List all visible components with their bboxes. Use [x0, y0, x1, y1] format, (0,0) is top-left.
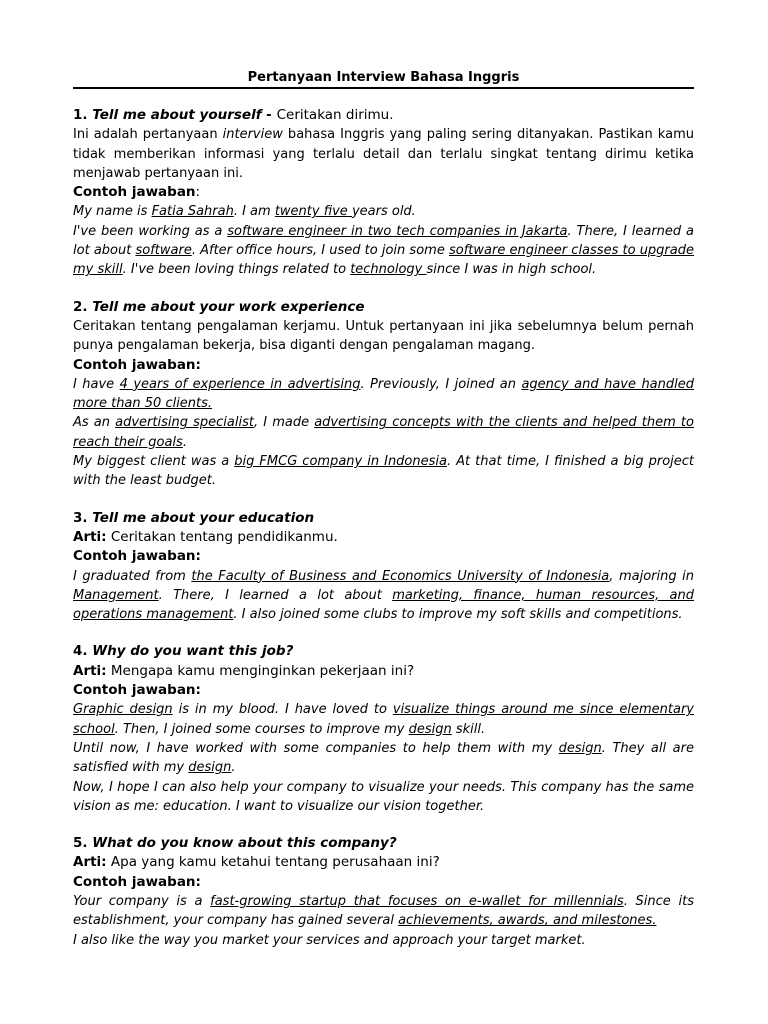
question-2-heading: 2. Tell me about your work experience — [73, 298, 365, 315]
question-number: 1. — [73, 107, 93, 123]
question-1-heading — [73, 106, 694, 125]
answer-paragraph: I also like the way you market your services and approach your target market. — [73, 932, 586, 948]
question-3-heading: 3. Tell me about your education — [73, 509, 315, 526]
answer-paragraph: Until now, I have worked with some companies to help them with my design. They all are satisfied with my design. — [73, 740, 694, 776]
answer-paragraph: As an advertising specialist, I made advertising concepts with the clients and helped them to reach their goals. — [73, 415, 694, 450]
answer-paragraph: My name is Fatia Sahrah. I am twenty five years old. — [73, 204, 416, 220]
question-5-translation: Arti: Apa yang kamu ketahui tentang perusahaan ini? — [73, 854, 440, 871]
question-4-translation: Arti: Mengapa kamu menginginkan pekerjaan ini? — [73, 662, 415, 679]
question-2-description: Ceritakan tentang pengalaman kerjamu. Untuk pertanyaan ini jika sebelumnya belum pernah punya pengalaman bekerja, bisa diganti dengan pengalaman magang. — [73, 318, 694, 354]
question-3-translation: Arti: Ceritakan tentang pendidikanmu. — [73, 528, 338, 545]
answer-label: Contoh jawaban: — [73, 356, 201, 373]
answer-label: Contoh jawaban: — [73, 184, 201, 201]
answer-paragraph: My biggest client was a big FMCG company in Indonesia. At that time, I finished a big project with the least budget. — [73, 454, 695, 489]
document-title: Pertanyaan Interview Bahasa Inggris — [73, 68, 694, 89]
answer-paragraph: Graphic design is in my blood. I have loved to visualize things around me since elementary school. Then, I joined some courses to improve my design skill. — [73, 702, 694, 737]
answer-label: Contoh jawaban: — [73, 682, 201, 699]
document-body — [73, 68, 694, 950]
answer-label: Contoh jawaban: — [73, 548, 201, 565]
answer-paragraph: I've been working as a software engineer in two tech companies in Jakarta. There, I learned a lot about software. After office hours, I used to join some software engineer classes to upgrade my skill. I've been loving things related to technology since I was in high school. — [73, 223, 695, 278]
answer-paragraph: I have 4 years of experience in advertising. Previously, I joined an agency and have handled more than 50 clients. — [73, 376, 695, 412]
answer-paragraph: I graduated from the Faculty of Business and Economics University of Indonesia, majoring in Management. There, I learned a lot about marketing, finance, human resources, and operations management. I also joined some clubs to improve my soft skills and competitions. — [73, 568, 695, 623]
answer-paragraph: Your company is a fast-growing startup that focuses on e-wallet for millennials. Since its establishment, your company has gained several achievements, awards, and milestones. — [73, 893, 694, 929]
question-translation: Ceritakan dirimu. — [276, 107, 394, 123]
question-1-description: Ini adalah pertanyaan interview bahasa Inggris yang paling sering ditanyakan. Pastikan kamu tidak memberikan informasi yang terlalu detail dan terlalu singkat tentang dirimu ketika menjawab pertanyaan ini. — [73, 127, 694, 181]
question-text: Tell me about yourself - — [92, 107, 277, 123]
question-5-heading: 5. What do you know about this company? — [73, 835, 397, 852]
question-4-heading: 4. Why do you want this job? — [73, 643, 294, 660]
answer-paragraph: Now, I hope I can also help your company to visualize your needs. This company has the same vision as me: education. I want to visualize our vision together. — [73, 779, 694, 814]
answer-label: Contoh jawaban: — [73, 873, 201, 890]
